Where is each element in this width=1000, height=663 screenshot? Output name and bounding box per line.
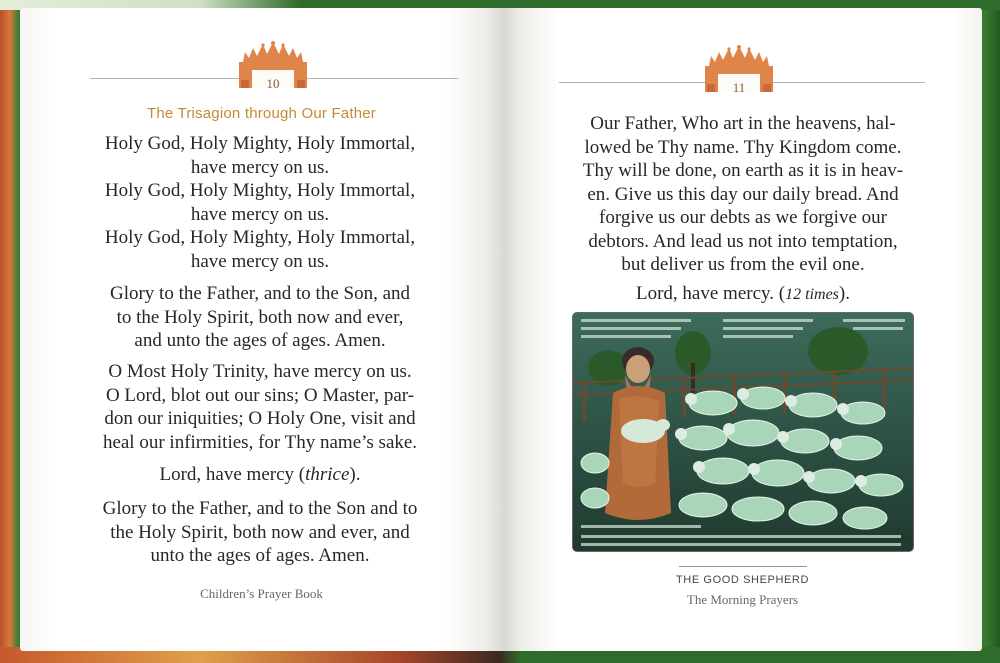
prayer-line: don our iniquities; O Holy One, visit and [104,408,416,429]
page-number: 10 [266,76,280,91]
lord-have-mercy [559,282,927,307]
glory-be-prayer [60,282,460,353]
prayer-line: O Lord, blot out our sins; O Master, par- [105,384,415,406]
prayer-line: O Most Holy Trinity, have mercy on us. [108,361,412,382]
mercy-text-end: ). [349,464,361,485]
prayer-line: unto the ages of ages. Amen. [150,545,370,566]
prayer-line: forgive us our debts as we forgive our [599,207,887,228]
left-page [20,8,503,651]
prayer-line: but deliver us from the evil one. [621,254,865,275]
mercy-text: Lord, have mercy. ( [636,283,786,304]
holy-trinity-prayer [60,360,460,454]
page-number: 11 [732,80,746,95]
prayer-line: Thy will be done, on earth as it is in heav- [582,160,904,181]
prayer-line: Holy God, Holy Mighty, Holy Immortal, [104,180,416,201]
repetition-count: thrice [305,464,350,485]
mercy-text-end: ). [838,283,850,304]
right-page [503,8,982,651]
prayer-line: have mercy on us. [190,203,330,225]
page-footer: Children’s Prayer Book [200,586,323,601]
prayer-line: heal our infirmities, for Thy name’s sake. [102,431,418,453]
prayer-line: lowed be Thy name. Thy Kingdom come. [584,136,902,158]
prayer-line: Holy God, Holy Mighty, Holy Immortal, [104,133,416,154]
section-title: The Trisagion through Our Father [146,105,376,122]
prayer-line: debtors. And lead us not into temptation, [588,230,898,252]
prayer-line: Our Father, Who art in the heavens, hal- [590,113,896,134]
glory-be-prayer-2 [60,497,460,568]
prayer-line: en. Give us this day our daily bread. And [587,183,899,205]
prayer-line: Holy God, Holy Mighty, Holy Immortal, [104,227,416,248]
prayer-line: have mercy on us. [190,250,330,272]
prayer-line: the Holy Spirit, both now and ever, and [110,521,410,543]
caption-rule [679,566,807,567]
prayer-line: Glory to the Father, and to the Son and to [102,498,418,519]
trisagion-prayer [60,132,460,273]
repetition-count: 12 times [785,286,839,303]
prayer-line: Glory to the Father, and to the Son, and [109,283,411,304]
good-shepherd-icon-image [573,313,913,551]
image-caption: THE GOOD SHEPHERD [675,574,810,586]
prayer-line: have mercy on us. [190,156,330,178]
prayer-line: to the Holy Spirit, both now and ever, [116,306,404,328]
our-father-prayer [559,112,927,277]
prayer-line: and unto the ages of ages. Amen. [134,330,386,351]
shepherd-painting [573,313,913,551]
lord-have-mercy [60,463,460,487]
page-footer: The Morning Prayers [686,592,799,607]
mercy-text: Lord, have mercy ( [159,464,306,485]
